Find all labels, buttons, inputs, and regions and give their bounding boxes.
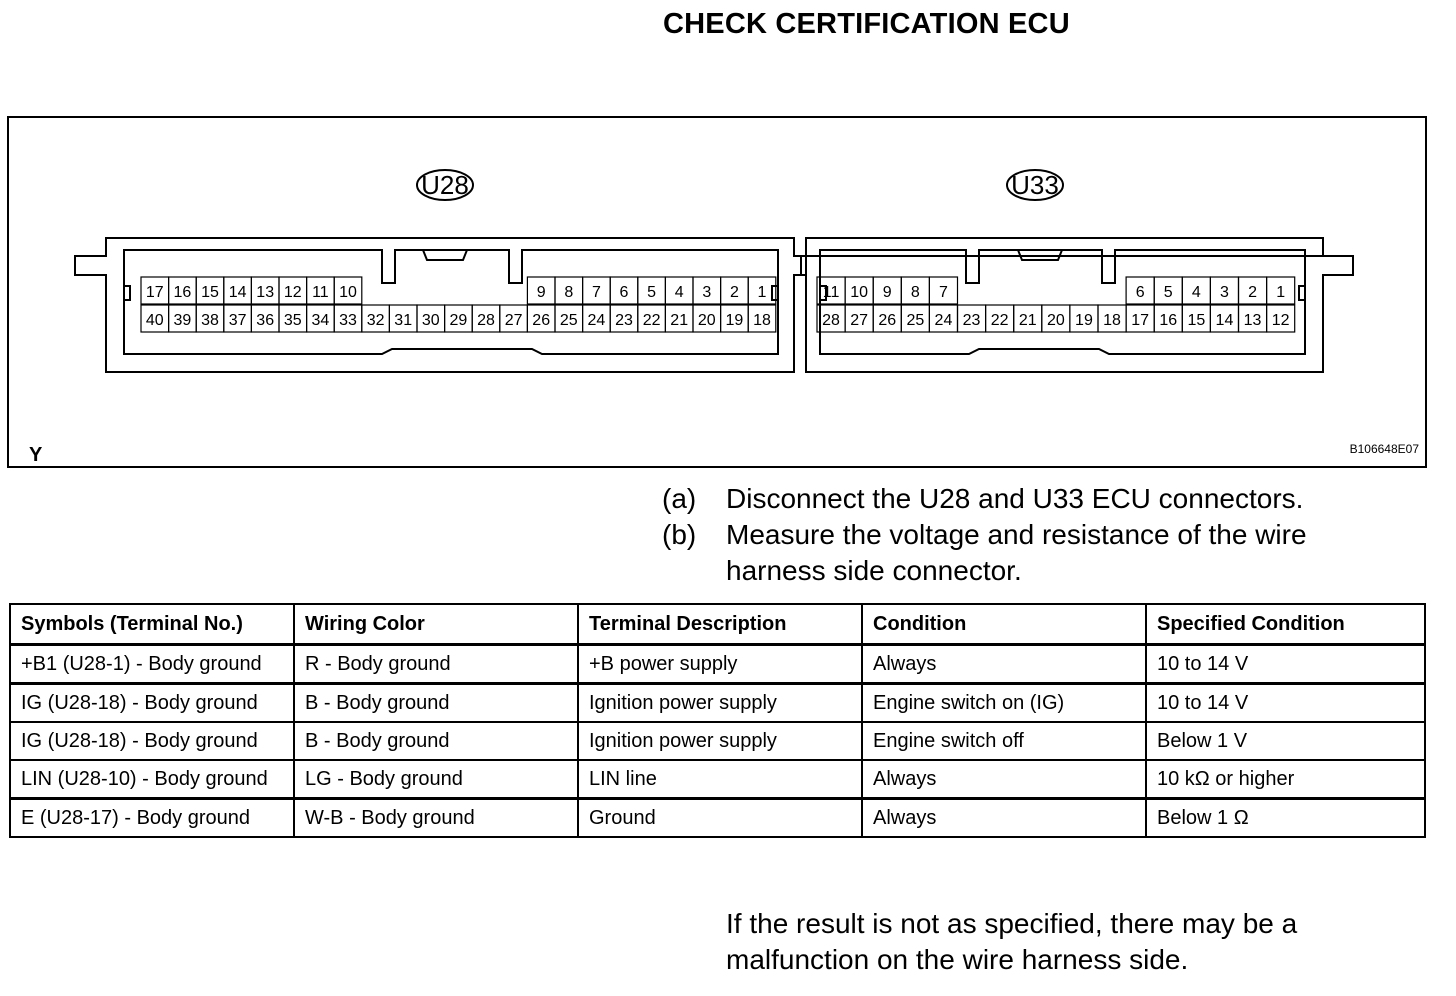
header-terminal-description: Terminal Description — [578, 604, 862, 645]
terminal-number: 10 — [850, 284, 869, 301]
terminal-number: 40 — [145, 312, 164, 329]
terminal-number: 9 — [882, 284, 892, 301]
terminal-number: 15 — [1187, 312, 1206, 329]
terminal-number: 5 — [647, 284, 657, 301]
cell-condition: Always — [862, 760, 1146, 799]
figure-corner-label: Y — [29, 444, 43, 466]
connector-latch — [423, 250, 467, 260]
terminal-number: 6 — [619, 284, 629, 301]
cell-description: Ground — [578, 799, 862, 838]
cell-condition: Always — [862, 645, 1146, 684]
terminal-number: 23 — [615, 312, 633, 329]
connector-side-notch — [124, 286, 130, 300]
connector-side-notch — [1299, 286, 1305, 300]
terminal-number: 17 — [145, 284, 164, 301]
result-note: If the result is not as specified, there may be a malfunction on the wire harness side. — [726, 908, 1298, 975]
cell-symbol: IG (U28-18) - Body ground — [10, 684, 294, 723]
terminal-number: 2 — [729, 284, 739, 301]
header-condition: Condition — [862, 604, 1146, 645]
header-symbols: Symbols (Terminal No.) — [10, 604, 294, 645]
step-letter: (b) — [662, 519, 697, 550]
spec-table — [9, 603, 1426, 838]
terminal-number: 23 — [962, 312, 981, 329]
terminal-number: 25 — [906, 312, 925, 329]
cell-description: LIN line — [578, 760, 862, 799]
connector-side-notch — [772, 286, 778, 300]
connector-cavity — [124, 250, 778, 354]
terminal-number: 37 — [228, 312, 247, 329]
terminal-number: 13 — [256, 284, 275, 301]
terminal-number: 1 — [757, 284, 767, 301]
cell-symbol: +B1 (U28-1) - Body ground — [10, 645, 294, 684]
terminal-number: 31 — [394, 312, 413, 329]
figure-code: B106648E07 — [1349, 442, 1419, 456]
terminal-number: 33 — [339, 312, 357, 329]
step-text: Measure the voltage and resistance of the wire harness side connector. — [726, 519, 1307, 586]
table-row — [10, 684, 1425, 723]
terminal-number: 20 — [1046, 312, 1065, 329]
terminal-number: 1 — [1276, 284, 1286, 301]
cell-specified: 10 to 14 V — [1146, 645, 1425, 684]
terminal-number: 22 — [990, 312, 1009, 329]
terminal-number: 17 — [1131, 312, 1150, 329]
terminal-number: 21 — [670, 312, 689, 329]
terminal-number: 21 — [1018, 312, 1037, 329]
cell-wiring: R - Body ground — [294, 645, 578, 684]
terminal-number: 12 — [1271, 312, 1290, 329]
terminal-number: 26 — [878, 312, 897, 329]
terminal-number: 4 — [674, 284, 684, 301]
cell-symbol: LIN (U28-10) - Body ground — [10, 760, 294, 799]
terminal-number: 8 — [910, 284, 920, 301]
terminal-number: 8 — [564, 284, 574, 301]
terminal-number: 20 — [697, 312, 716, 329]
connector-label: U33 — [1011, 170, 1059, 200]
cell-wiring: B - Body ground — [294, 722, 578, 760]
table-row — [10, 645, 1425, 684]
terminal-number: 32 — [366, 312, 385, 329]
terminal-number: 18 — [753, 312, 771, 329]
terminal-number: 25 — [559, 312, 578, 329]
cell-condition: Engine switch on (IG) — [862, 684, 1146, 723]
cell-description: Ignition power supply — [578, 722, 862, 760]
header-wiring-color: Wiring Color — [294, 604, 578, 645]
terminal-number: 5 — [1163, 284, 1173, 301]
connector-figure — [7, 116, 1427, 468]
terminal-number: 39 — [173, 312, 192, 329]
terminal-number: 18 — [1103, 312, 1121, 329]
cell-wiring: W-B - Body ground — [294, 799, 578, 838]
cell-description: Ignition power supply — [578, 684, 862, 723]
terminal-number: 10 — [339, 284, 357, 301]
terminal-number: 27 — [504, 312, 523, 329]
terminal-number: 11 — [822, 284, 840, 301]
terminal-number: 13 — [1243, 312, 1262, 329]
terminal-number: 24 — [934, 312, 953, 329]
terminal-number: 26 — [532, 312, 551, 329]
header-specified-condition: Specified Condition — [1146, 604, 1425, 645]
connector-label: U28 — [421, 170, 469, 200]
terminal-number: 7 — [938, 284, 948, 301]
terminal-number: 14 — [228, 284, 247, 301]
terminal-number: 28 — [477, 312, 495, 329]
step-b — [662, 517, 1386, 589]
terminal-number: 34 — [311, 312, 330, 329]
terminal-number: 24 — [587, 312, 606, 329]
page-title: CHECK CERTIFICATION ECU — [663, 8, 1070, 40]
terminal-number: 22 — [642, 312, 661, 329]
step-letter: (a) — [662, 483, 697, 514]
terminal-number: 3 — [1219, 284, 1229, 301]
step-a — [662, 481, 1386, 517]
terminal-number: 30 — [421, 312, 440, 329]
step-text: Disconnect the U28 and U33 ECU connectors. — [726, 483, 1304, 514]
connector-cavity — [820, 250, 1305, 354]
table-row — [10, 799, 1425, 838]
cell-specified: 10 kΩ or higher — [1146, 760, 1425, 799]
terminal-number: 29 — [449, 312, 468, 329]
terminal-number: 19 — [1075, 312, 1093, 329]
terminal-number: 28 — [822, 312, 840, 329]
terminal-number: 9 — [536, 284, 546, 301]
terminal-number: 12 — [283, 284, 302, 301]
terminal-number: 27 — [850, 312, 869, 329]
cell-condition: Engine switch off — [862, 722, 1146, 760]
cell-wiring: LG - Body ground — [294, 760, 578, 799]
cell-symbol: E (U28-17) - Body ground — [10, 799, 294, 838]
terminal-number: 14 — [1215, 312, 1234, 329]
cell-symbol: IG (U28-18) - Body ground — [10, 722, 294, 760]
terminal-number: 19 — [725, 312, 744, 329]
connector-diagram — [9, 118, 1425, 466]
cell-specified: 10 to 14 V — [1146, 684, 1425, 723]
terminal-number: 6 — [1135, 284, 1145, 301]
terminal-number: 36 — [256, 312, 275, 329]
table-row — [10, 760, 1425, 799]
terminal-number: 3 — [702, 284, 712, 301]
procedure-steps — [662, 481, 1386, 589]
terminal-number: 4 — [1191, 284, 1201, 301]
cell-description: +B power supply — [578, 645, 862, 684]
cell-specified: Below 1 Ω — [1146, 799, 1425, 838]
cell-specified: Below 1 V — [1146, 722, 1425, 760]
terminal-number: 38 — [201, 312, 219, 329]
terminal-number: 11 — [312, 284, 329, 301]
terminal-number: 16 — [1159, 312, 1178, 329]
terminal-number: 15 — [201, 284, 219, 301]
terminal-number: 2 — [1248, 284, 1258, 301]
table-header-row — [10, 604, 1425, 645]
terminal-number: 7 — [591, 284, 601, 301]
cell-condition: Always — [862, 799, 1146, 838]
terminal-number: 35 — [283, 312, 302, 329]
table-row — [10, 722, 1425, 760]
cell-wiring: B - Body ground — [294, 684, 578, 723]
terminal-number: 16 — [173, 284, 192, 301]
